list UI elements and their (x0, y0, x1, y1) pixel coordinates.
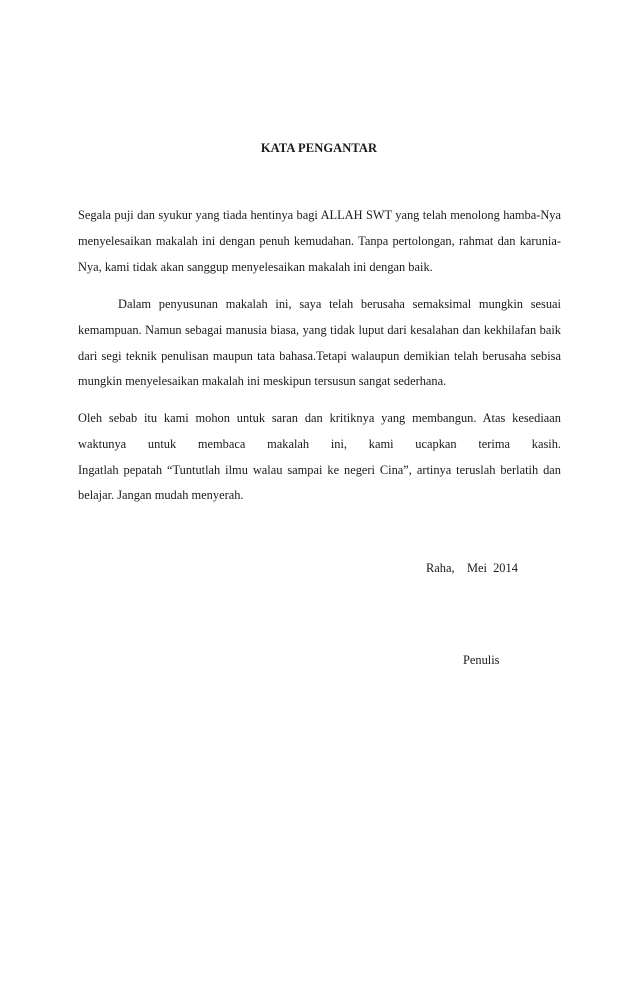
paragraph-closing (78, 406, 561, 509)
place-and-date: Raha, Mei 2014 (426, 561, 518, 575)
author-signature: Penulis (463, 653, 500, 667)
paragraph-closing-line-1: Oleh sebab itu kami mohon untuk saran dan kritiknya yang membangun. Atas kesediaan (78, 411, 561, 425)
paragraph-closing-rest: Ingatlah pepatah “Tuntutlah ilmu walau sampai ke negeri Cina”, artinya teruslah berlatih dan belajar. Jangan mudah menyerah. (78, 462, 561, 503)
page-title: KATA PENGANTAR (260, 141, 378, 155)
paragraph-closing-line-2: waktunya untuk membaca makalah ini, kami ucapkan terima kasih. (78, 436, 561, 451)
paragraph-effort: Dalam penyusunan makalah ini, saya telah berusaha semaksimal mungkin sesuai kemampuan. Namun sebagai manusia biasa, yang tidak luput dari kesalahan dan kekhilafan baik dari segi teknik penulisan maupun tata bahasa.Tetapi walaupun demikian telah berusaha sebisa mungkin menyelesaikan makalah ini meskipun tersusun sangat sederhana. (78, 297, 561, 389)
paragraph-opening: Segala puji dan syukur yang tiada hentinya bagi ALLAH SWT yang telah menolong hamba-Nya menyelesaikan makalah ini dengan penuh kemudahan. Tanpa pertolongan, rahmat dan karunia-Nya, kami tidak akan sanggup menyelesaikan makalah ini dengan baik. (78, 208, 561, 274)
